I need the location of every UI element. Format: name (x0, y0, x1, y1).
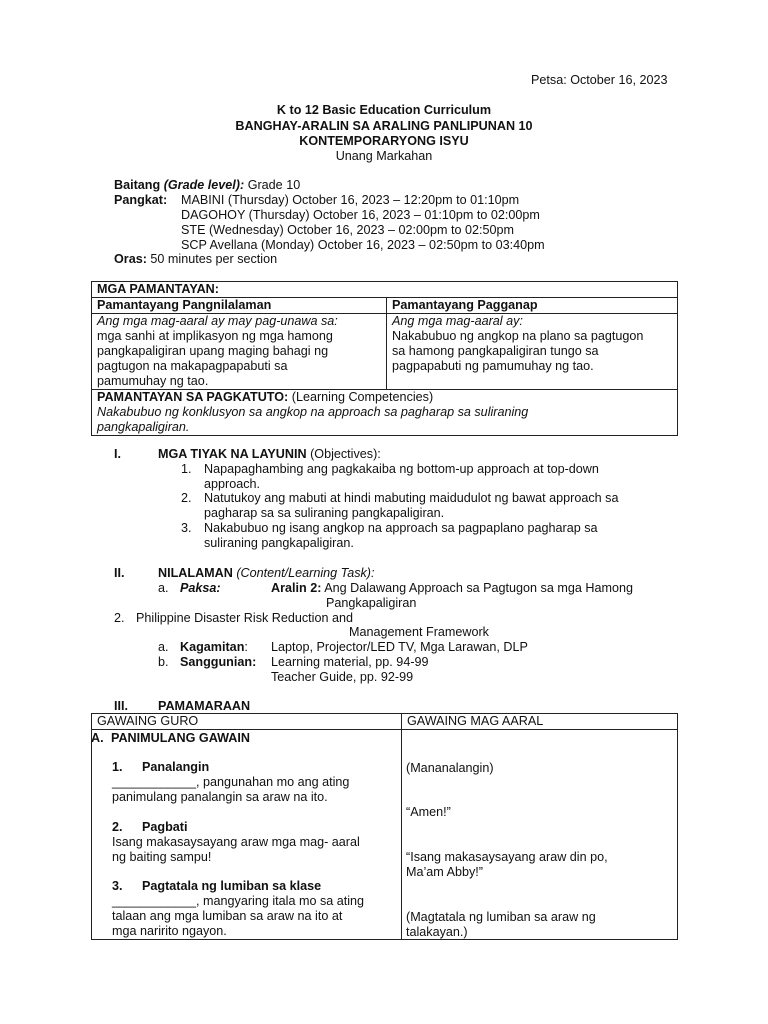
objective-line: Natutukoy ang mabuti at hindi mabuting maidudulot ng bawat approach sa (204, 491, 619, 505)
time-allotment (114, 252, 277, 267)
references-value: Learning material, pp. 94-99 (271, 655, 429, 669)
content-standard-line: mga sanhi at implikasyon ng mga hamong (97, 329, 333, 343)
student-response-attendance (406, 910, 596, 940)
topic-label: Paksa: (180, 581, 221, 595)
references-label: Sanggunian: (180, 655, 257, 669)
step-1-number: 1. (112, 760, 123, 774)
teacher-activity-header: GAWAING GURO (92, 714, 402, 730)
learning-competency-line: Nakabubuo ng konklusyon sa angkop na approach sa pagharap sa suliraning (97, 405, 529, 419)
objective-line: pagharap sa sa suliraning pangkapaligiran. (204, 506, 445, 520)
objective-line: Napapaghambing ang pagkakaiba ng bottom-up approach at top-down (204, 462, 599, 476)
section-2-number: II. (114, 566, 125, 580)
learning-competency-heading (97, 390, 673, 405)
content-standard-line: pangkapaligiran upang maging bahagi ng (97, 344, 329, 358)
step-3-text (112, 894, 364, 939)
learning-competency-label: PAMANTAYAN SA PAGKATUTO: (97, 390, 289, 404)
section-3-title: PAMAMARAAN (158, 699, 251, 713)
aralin-text: Ang Dalawang Approach sa Pagtugon sa mga Hamong (324, 581, 633, 595)
step-3-line: ____________, mangyaring itala mo sa ating (112, 894, 365, 908)
section-2-sub: (Content/Learning Task): (236, 566, 375, 580)
aralin-label: Aralin 2: (271, 581, 322, 595)
grade-sub-label: (Grade level): (163, 178, 245, 192)
grade-value: Grade 10 (247, 178, 301, 192)
objective-item (204, 491, 618, 521)
teacher-activity-cell (92, 730, 402, 940)
performance-standard-intro: Ang mga mag-aaral ay: (392, 314, 523, 328)
topic-value (271, 581, 633, 596)
content-standard-line: pagtugon na makapagpapabuti sa (97, 359, 288, 373)
student-response-line: talakayan.) (406, 925, 468, 939)
item-2-text-continued: Management Framework (349, 625, 489, 639)
content-standard-intro: Ang mga mag-aaral ay may pag-unawa sa: (97, 314, 338, 328)
curriculum-title: K to 12 Basic Education Curriculum (276, 103, 492, 117)
step-1-title: Panalangin (142, 760, 210, 774)
student-response-line: “Isang makasaysayang araw din po, (406, 850, 608, 864)
materials-label: Kagamitan (180, 640, 245, 654)
learning-competency-cell (92, 390, 678, 436)
content-standard-header: Pamantayang Pangnilalaman (92, 298, 387, 314)
objective-line: suliraning pangkapaligiran. (204, 536, 354, 550)
student-response-line: (Magtatala ng lumiban sa araw ng (406, 910, 596, 924)
step-1-line: panimulang panalangin sa araw na ito. (112, 790, 328, 804)
content-standard-cell (92, 314, 387, 390)
item-2-text: Philippine Disaster Risk Reduction and (136, 611, 354, 625)
section-3-number: III. (114, 699, 128, 713)
date: Petsa: October 16, 2023 (531, 73, 668, 87)
procedure-table (91, 713, 678, 940)
objective-number: 2. (181, 491, 192, 505)
student-response-line: Ma’am Abby!” (406, 865, 483, 879)
objective-number: 3. (181, 521, 192, 535)
grade-label: Baitang (114, 178, 161, 192)
topic-letter: a. (158, 581, 169, 595)
subject-title: KONTEMPORARYONG ISYU (299, 134, 469, 148)
materials-label-wrap: Kagamitan: (180, 640, 248, 654)
step-1-text (112, 775, 349, 805)
section-1-sub: (Objectives): (310, 447, 381, 461)
step-2-title: Pagbati (142, 820, 188, 834)
step-3-line: mga naririto ngayon. (112, 924, 227, 938)
lesson-plan-title: BANGHAY-ARALIN SA ARALING PANLIPUNAN 10 (235, 119, 533, 133)
section-1-title: MGA TIYAK NA LAYUNIN (158, 447, 307, 461)
step-2-line: ng baiting sampu! (112, 850, 212, 864)
step-3-title: Pagtatala ng lumiban sa klase (142, 879, 322, 893)
student-activity-cell (402, 730, 678, 940)
step-3-number: 3. (112, 879, 123, 893)
section-2-title: NILALAMAN (158, 566, 233, 580)
aralin-text-continued: Pangkapaligiran (326, 596, 417, 610)
objective-item (204, 521, 598, 551)
section-1-heading (158, 447, 381, 462)
time-label: Oras: (114, 252, 147, 266)
objective-line: Nakabubuo ng isang angkop na approach sa pagpaplano pagharap sa (204, 521, 598, 535)
objective-item (204, 462, 599, 492)
standards-title: MGA PAMANTAYAN: (92, 282, 678, 298)
section-2-heading (158, 566, 375, 581)
section-schedule: DAGOHOY (Thursday) October 16, 2023 – 01:10pm to 02:00pm (181, 208, 540, 222)
references-letter: b. (158, 655, 169, 669)
standards-table (91, 281, 678, 436)
learning-competency-line: pangkapaligiran. (97, 420, 190, 434)
content-standard-line: pamumuhay ng tao. (97, 374, 209, 388)
student-response-prayer: (Mananalangin) (406, 761, 494, 775)
student-response-amen: “Amen!” (406, 805, 451, 819)
item-2-number: 2. (114, 611, 125, 625)
materials-letter: a. (158, 640, 169, 654)
objective-line: approach. (204, 477, 261, 491)
step-3-line: talaan ang mga lumiban sa araw na ito at (112, 909, 343, 923)
performance-standard-cell (387, 314, 678, 390)
learning-competency-sub: (Learning Competencies) (291, 390, 434, 404)
section-schedule: STE (Wednesday) October 16, 2023 – 02:00pm to 02:50pm (181, 223, 514, 237)
step-2-line: Isang makasaysayang araw mga mag- aaral (112, 835, 360, 849)
section-label: Pangkat: (114, 193, 168, 207)
step-1-line: ____________, pangunahan mo ang ating (112, 775, 350, 789)
step-2-text (112, 835, 360, 865)
student-response-greeting (406, 850, 608, 880)
section-schedule-list (181, 193, 545, 253)
section-schedule: SCP Avellana (Monday) October 16, 2023 – 02:50pm to 03:40pm (181, 238, 545, 252)
performance-standard-line: pagpapabuti ng pamumuhay ng tao. (392, 359, 594, 373)
performance-standard-line: Nakabubuo ng angkop na plano sa pagtugon (392, 329, 644, 343)
time-value: 50 minutes per section (150, 252, 278, 266)
objective-number: 1. (181, 462, 192, 476)
subhead-title: PANIMULANG GAWAIN (111, 731, 250, 745)
performance-standard-line: sa hamong pangkapaligiran tungo sa (392, 344, 599, 358)
quarter: Unang Markahan (335, 149, 433, 163)
subhead-letter: A. (91, 731, 104, 745)
student-activity-header: GAWAING MAG AARAL (402, 714, 678, 730)
references-value: Teacher Guide, pp. 92-99 (271, 670, 414, 684)
step-2-number: 2. (112, 820, 123, 834)
materials-value: Laptop, Projector/LED TV, Mga Larawan, DLP (271, 640, 528, 654)
grade-level (114, 178, 300, 193)
section-schedule: MABINI (Thursday) October 16, 2023 – 12:20pm to 01:10pm (181, 193, 520, 207)
section-1-number: I. (114, 447, 121, 461)
performance-standard-header: Pamantayang Pagganap (387, 298, 678, 314)
